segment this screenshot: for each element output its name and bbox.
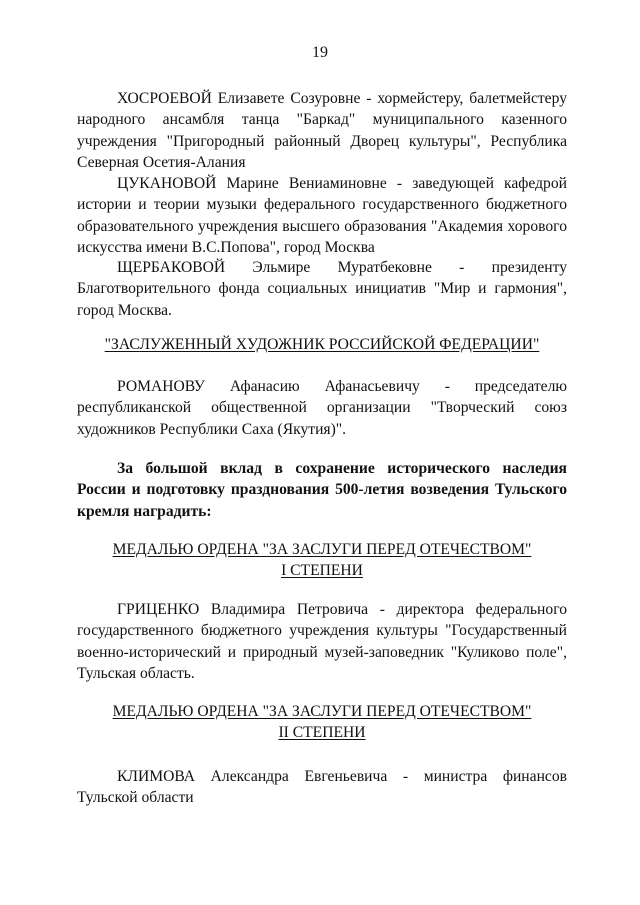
paragraph-text: За большой вклад в сохранение исторического наследия России и подготовку празднования 500-летия возведения Тульского кремля наградить: bbox=[77, 460, 567, 520]
page-number: 19 bbox=[312, 44, 328, 61]
paragraph-text: ЩЕРБАКОВОЙ Эльмире Муратбековне - президенту Благотворительного фонда социальных инициатив "Мир и гармония", город Москва. bbox=[77, 259, 567, 319]
heading-text: "ЗАСЛУЖЕННЫЙ ХУДОЖНИК РОССИЙСКОЙ ФЕДЕРАЦИИ" bbox=[104, 336, 540, 353]
award-paragraph-tsukanova bbox=[77, 173, 567, 258]
award-paragraph-klimov bbox=[77, 766, 567, 809]
paragraph-text: ЦУКАНОВОЙ Марине Вениаминовне - заведующей кафедрой истории и теории музыки федерального государственного бюджетного образовательного учреждения высшего образования "Академия хорового искусства имени В.С.Попова", город Москва bbox=[77, 175, 567, 256]
heading-text-line-1: МЕДАЛЬЮ ОРДЕНА "ЗА ЗАСЛУГИ ПЕРЕД ОТЕЧЕСТВОМ" bbox=[112, 703, 532, 720]
heading-text-line-2: II СТЕПЕНИ bbox=[278, 724, 366, 742]
award-paragraph-shcherbakova bbox=[77, 257, 567, 321]
award-intro-paragraph bbox=[77, 458, 567, 522]
paragraph-text: ГРИЦЕНКО Владимира Петровича - директора федерального государственного бюджетного учреждения культуры "Государственный военно-исторический и природный музей-заповедник "Куликово поле", Тульская область. bbox=[77, 601, 567, 682]
paragraph-text: КЛИМОВА Александра Евгеньевича - министра финансов Тульской области bbox=[77, 768, 567, 807]
award-paragraph-gritsenko bbox=[77, 599, 567, 684]
award-paragraph-khosroeva bbox=[77, 88, 567, 173]
paragraph-text: ХОСРОЕВОЙ Елизавете Созуровне - хормейстеру, балетмейстеру народного ансамбля танца "Баркад" муниципального казенного учреждения "Пригородный районный Дворец культуры", Республика Северная Осетия-Алания bbox=[77, 90, 567, 171]
section-heading-medal-1 bbox=[77, 539, 567, 582]
heading-text-line-2: I СТЕПЕНИ bbox=[281, 562, 363, 580]
section-heading-medal-2 bbox=[77, 701, 567, 744]
paragraph-text: РОМАНОВУ Афанасию Афанасьевичу - председателю республиканской общественной организации "Творческий союз художников Республики Саха (Якутия)". bbox=[77, 378, 567, 438]
section-heading-honored-artist bbox=[77, 334, 567, 355]
award-paragraph-romanov bbox=[77, 376, 567, 440]
heading-text-line-1: МЕДАЛЬЮ ОРДЕНА "ЗА ЗАСЛУГИ ПЕРЕД ОТЕЧЕСТВОМ" bbox=[112, 541, 532, 558]
